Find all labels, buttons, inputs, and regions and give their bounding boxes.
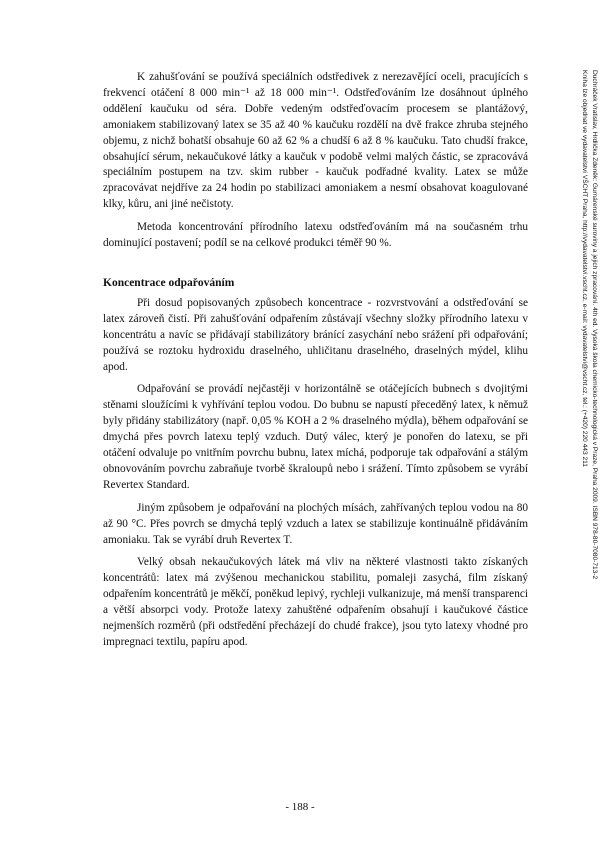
side-citation [567, 70, 599, 710]
body-text [103, 70, 528, 658]
paragraph: Velký obsah nekaučukových látek má vliv na některé vlastnosti takto získaných koncentrátů: latex má zvýšenou mechanickou stabilitu, pomaleji zasychá, film získaný odpařením koncentrátů je měkčí, poněkud lepivý, rychleji vulkanizuje, má menší transparenci a větší absorpci vody. Protože latexy zahuštěné odpařením obsahují i kaučukové částice nejmenších rozměrů (při odstředění přecházejí do chudé frakce), jsou tyto latexy vhodné pro impregnaci textilu, papíru apod. [103, 556, 528, 648]
paragraph: Jiným způsobem je odpařování na plochých mísách, zahřívaných teplou vodou na 80 až 90 °C. Přes povrch se dmychá teplý vzduch a latex se stabilizuje kontinuálně přidáváním amoniaku. Tak se vyrábí druh Revertex T. [103, 501, 528, 546]
paragraph: K zahušťování se používá speciálních odstředivek z nerezavějící oceli, pracujících s frekvencí otáčení 8 000 min⁻¹ až 18 000 min⁻¹. Odstřeďováním lze dosáhnout úplného oddělení kaučuku od séra. Dobře vedeným odstřeďovacím procesem se plantážový, amoniakem stabilizovaný latex se 35 až 40 % kaučuku rozdělí na dvě frakce zhruba stejného objemu, z nichž bohatší obsahuje 60 až 62 % a chudší 6 až 8 % kaučuku. Tato chudší frakce, obsahující sérum, nekaučukové látky a kaučuk v podobě velmi malých částic, se zpracovává speciálním postupem na tzv. skim rubber - kaučuk podřadné kvality. Latex se může zpracovávat nejdříve za 24 hodin po stabilizaci amoniakem a nesmí obsahovat koagulované klky, kůru, ani jiné nečistoty. [103, 71, 528, 211]
paragraph: Při dosud popisovaných způsobech koncentrace - rozvrstvování a odstřeďování se latex zároveň čistí. Při zahušťování odpařením zůstávají všechny složky přírodního latexu v koncentrátu a navíc se přidávají stabilizátory bránící zasychání nebo srážení při odpařování; používá se roztoku hydroxidu draselného, uhličitanu draselného, draselných mýdel, klihu apod. [103, 296, 528, 373]
citation-line: Duchráček Vratislav, Hrdlička Zdeněk: Gumárenské suroviny a jejich zpracování. 4th ed. Vysoká škola chemicko-technologická v Praze, Praha 2009. ISBN 978-80-7080-713-2 [591, 70, 598, 580]
ordering-line: Kniha lze objednat ve vydavatelství VŠCHT Praha, http://vydavatelstvi.vscht.cz, e-mail: vydavatelstvi@vscht.cz, tel.: (+420) 220 443 211 [581, 70, 588, 467]
page-number: - 188 - [285, 801, 315, 813]
paragraph: Odpařování se provádí nejčastěji v horizontálně se otáčejících bubnech s dvojitými stěnami sloužícími k vyhřívání teplou vodou. Do bubnu se napustí přeceděný latex, k němuž byly přidány stabilizátory (např. 0,05 % KOH a 2 % draselného mýdla), během odpařování se dmychá přes povrch latexu teplý vzduch. Dutý válec, který je ponořen do latexu, se při otáčení odvaluje po vnitřním povrchu bubnu, latex míchá, podporuje tak odpařování a stálým obnovováním povrchu zabraňuje tvorbě škraloupů nebo i srážení. Tímto způsobem se vyrábí Revertex Standard. [103, 383, 528, 491]
paragraph: Metoda koncentrování přírodního latexu odstřeďováním má na současném trhu dominující postavení; podíl se na celkové produkci téměř 90 %. [103, 221, 528, 250]
section-heading: Koncentrace odpařováním [103, 276, 235, 289]
